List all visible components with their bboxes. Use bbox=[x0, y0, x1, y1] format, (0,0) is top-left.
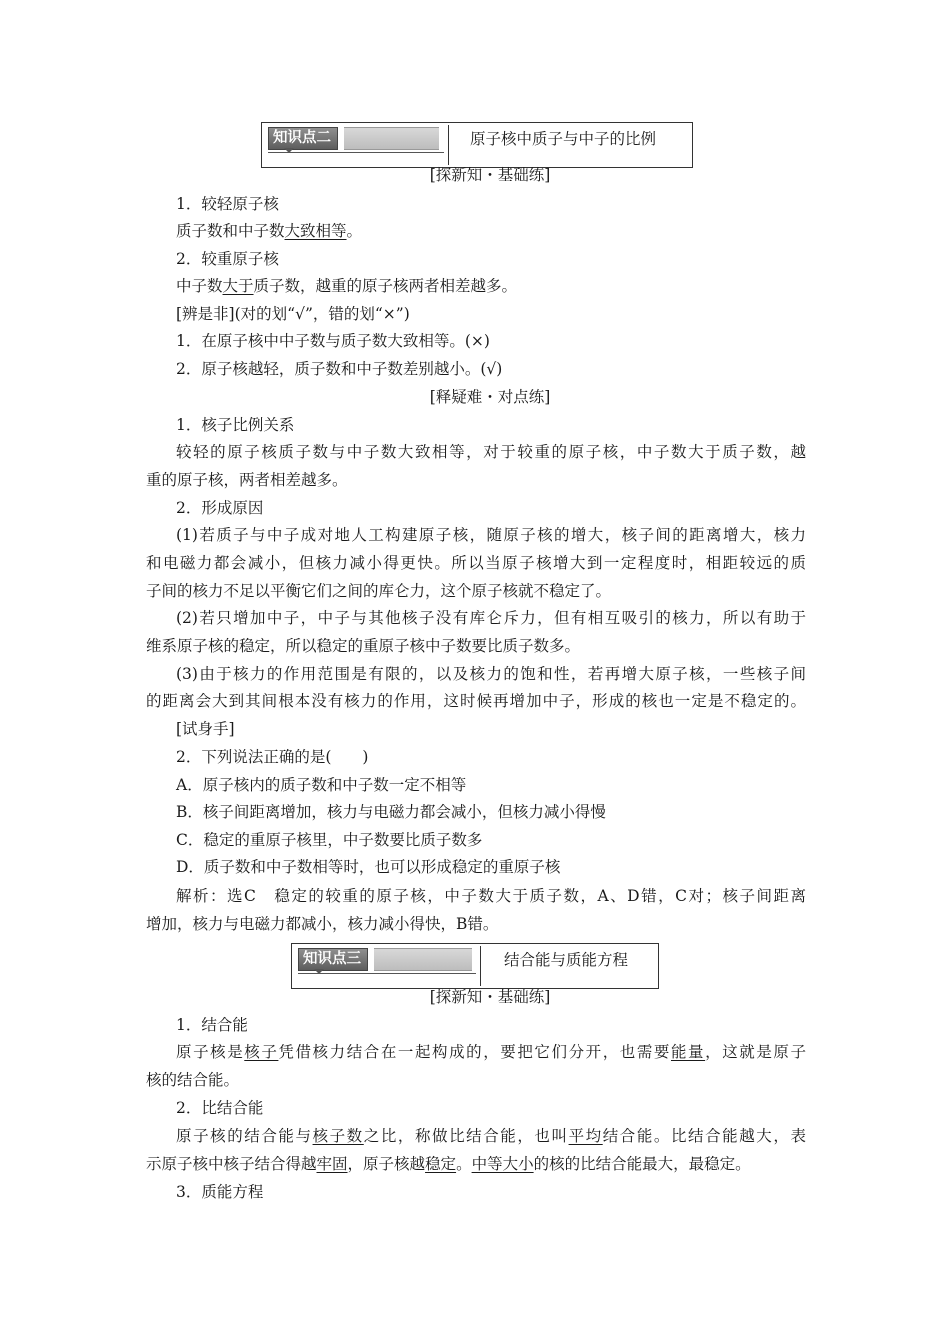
paragraph-line: 维系原子核的稳定，所以稳定的重原子核中子数要比质子数多。 bbox=[146, 637, 581, 655]
text-run: 中子数 bbox=[176, 277, 223, 295]
text-run: 之比，称做比结合能，也叫 bbox=[363, 1127, 569, 1145]
text-run: 。 bbox=[346, 222, 363, 240]
text-run: 凭借核力结合在一起构成的，要把它们分开，也需要 bbox=[278, 1043, 671, 1061]
paragraph-line bbox=[146, 1153, 751, 1175]
underlined-blank: 中等大小 bbox=[471, 1155, 534, 1173]
header-tab-extension bbox=[374, 948, 472, 971]
paragraph-line: 较轻的原子核质子数与中子数大致相等，对于较重的原子核，中子数大于质子数，越 bbox=[176, 443, 806, 461]
paragraph-line bbox=[176, 1041, 806, 1063]
underlined-blank: 大于 bbox=[222, 277, 254, 295]
item-heading: 3．质能方程 bbox=[176, 1183, 264, 1201]
text-run: 结合能。比结合能越大，表 bbox=[602, 1127, 806, 1145]
judge-item: 1．在原子核中中子数与质子数大致相等。(×) bbox=[176, 332, 490, 350]
text-run: 质子数，越重的原子核两者相差越多。 bbox=[253, 277, 518, 295]
judge-item: 2．原子核越轻，质子数和中子数差别越小。(√) bbox=[176, 360, 503, 378]
subheading-explain: [释疑难・对点练] bbox=[429, 388, 551, 406]
section-header-knowledge-point-2 bbox=[261, 122, 693, 168]
paragraph-line bbox=[176, 1125, 806, 1147]
text-run: 。 bbox=[456, 1155, 472, 1173]
paragraph-line: (2)若只增加中子，中子与其他核子没有库仑斥力，但有相互吸引的核力，所以有助于 bbox=[176, 609, 806, 627]
tab-underline bbox=[268, 152, 444, 153]
paragraph-line: 的距离会大到其间根本没有核力的作用，这时候再增加中子，形成的核也一定是不稳定的。 bbox=[146, 692, 806, 710]
section-title: 原子核中质子与中子的比例 bbox=[470, 130, 657, 148]
section-tab-label: 知识点二 bbox=[268, 127, 338, 150]
item-heading: 1．核子比例关系 bbox=[176, 416, 295, 434]
text-run: 原子核是 bbox=[176, 1043, 245, 1061]
practice-heading: [试身手] bbox=[176, 720, 235, 738]
paragraph-line: 核的结合能。 bbox=[146, 1071, 240, 1089]
subheading-explore: [探新知・基础练] bbox=[429, 166, 551, 184]
paragraph-line: 和电磁力都会减小，但核力减小得更快。所以当原子核增大到一定程度时，相距较远的质 bbox=[146, 554, 806, 572]
underlined-blank: 核子数 bbox=[312, 1127, 364, 1145]
header-tab-extension bbox=[344, 127, 439, 150]
item-heading: 1．结合能 bbox=[176, 1016, 248, 1034]
item-text bbox=[176, 220, 362, 242]
paragraph-line: (3)由于核力的作用范围是有限的，以及核力的饱和性，若再增大原子核，一些核子间 bbox=[176, 665, 806, 683]
text-run: 示原子核中核子结合得越 bbox=[146, 1155, 317, 1173]
underlined-blank: 能量 bbox=[670, 1043, 706, 1061]
item-heading: 2．比结合能 bbox=[176, 1099, 264, 1117]
header-divider bbox=[480, 946, 481, 986]
item-heading: 2．形成原因 bbox=[176, 499, 264, 517]
text-run: 质子数和中子数 bbox=[176, 222, 285, 240]
text-run: ，原子核越 bbox=[347, 1155, 426, 1173]
item-heading: 2．较重原子核 bbox=[176, 250, 279, 268]
text-run: ，这就是原子 bbox=[705, 1043, 806, 1061]
option-b: B．核子间距离增加，核力与电磁力都会减小，但核力减小得慢 bbox=[176, 803, 606, 821]
item-text bbox=[176, 275, 517, 297]
question-stem: 2．下列说法正确的是( ) bbox=[176, 748, 369, 766]
paragraph-line: (1)若质子与中子成对地人工构建原子核，随原子核的增大，核子间的距离增大，核力 bbox=[176, 526, 806, 544]
paragraph-line: 重的原子核，两者相差越多。 bbox=[146, 471, 348, 489]
option-c: C．稳定的重原子核里，中子数要比质子数多 bbox=[176, 831, 483, 849]
text-run: 原子核的结合能与 bbox=[176, 1127, 313, 1145]
item-heading: 1．较轻原子核 bbox=[176, 195, 279, 213]
section-tab-label: 知识点三 bbox=[298, 948, 368, 971]
paragraph-line: 子间的核力不足以平衡它们之间的库仑力，这个原子核就不稳定了。 bbox=[146, 582, 612, 600]
subheading-explore: [探新知・基础练] bbox=[429, 988, 551, 1006]
section-header-knowledge-point-3 bbox=[291, 943, 659, 989]
option-a: A．原子核内的质子数和中子数一定不相等 bbox=[176, 776, 467, 794]
answer-line: 解析：选C 稳定的较重的原子核，中子数大于质子数，A、D错，C对；核子间距离 bbox=[176, 887, 806, 905]
underlined-blank: 稳定 bbox=[425, 1155, 457, 1173]
section-title: 结合能与质能方程 bbox=[504, 951, 629, 969]
header-divider bbox=[448, 125, 449, 165]
text-run: 的核的比结合能最大，最稳定。 bbox=[533, 1155, 751, 1173]
option-d: D．质子数和中子数相等时，也可以形成稳定的重原子核 bbox=[176, 858, 561, 876]
underlined-blank: 平均 bbox=[568, 1127, 603, 1145]
judge-heading: [辨是非](对的划“√”，错的划“×”) bbox=[176, 305, 410, 323]
underlined-blank: 核子 bbox=[244, 1043, 279, 1061]
answer-line: 增加，核力与电磁力都减小，核力减小得快，B错。 bbox=[146, 915, 499, 933]
tab-underline bbox=[298, 973, 476, 974]
underlined-blank: 牢固 bbox=[316, 1155, 348, 1173]
underlined-blank: 大致相等 bbox=[284, 222, 347, 240]
